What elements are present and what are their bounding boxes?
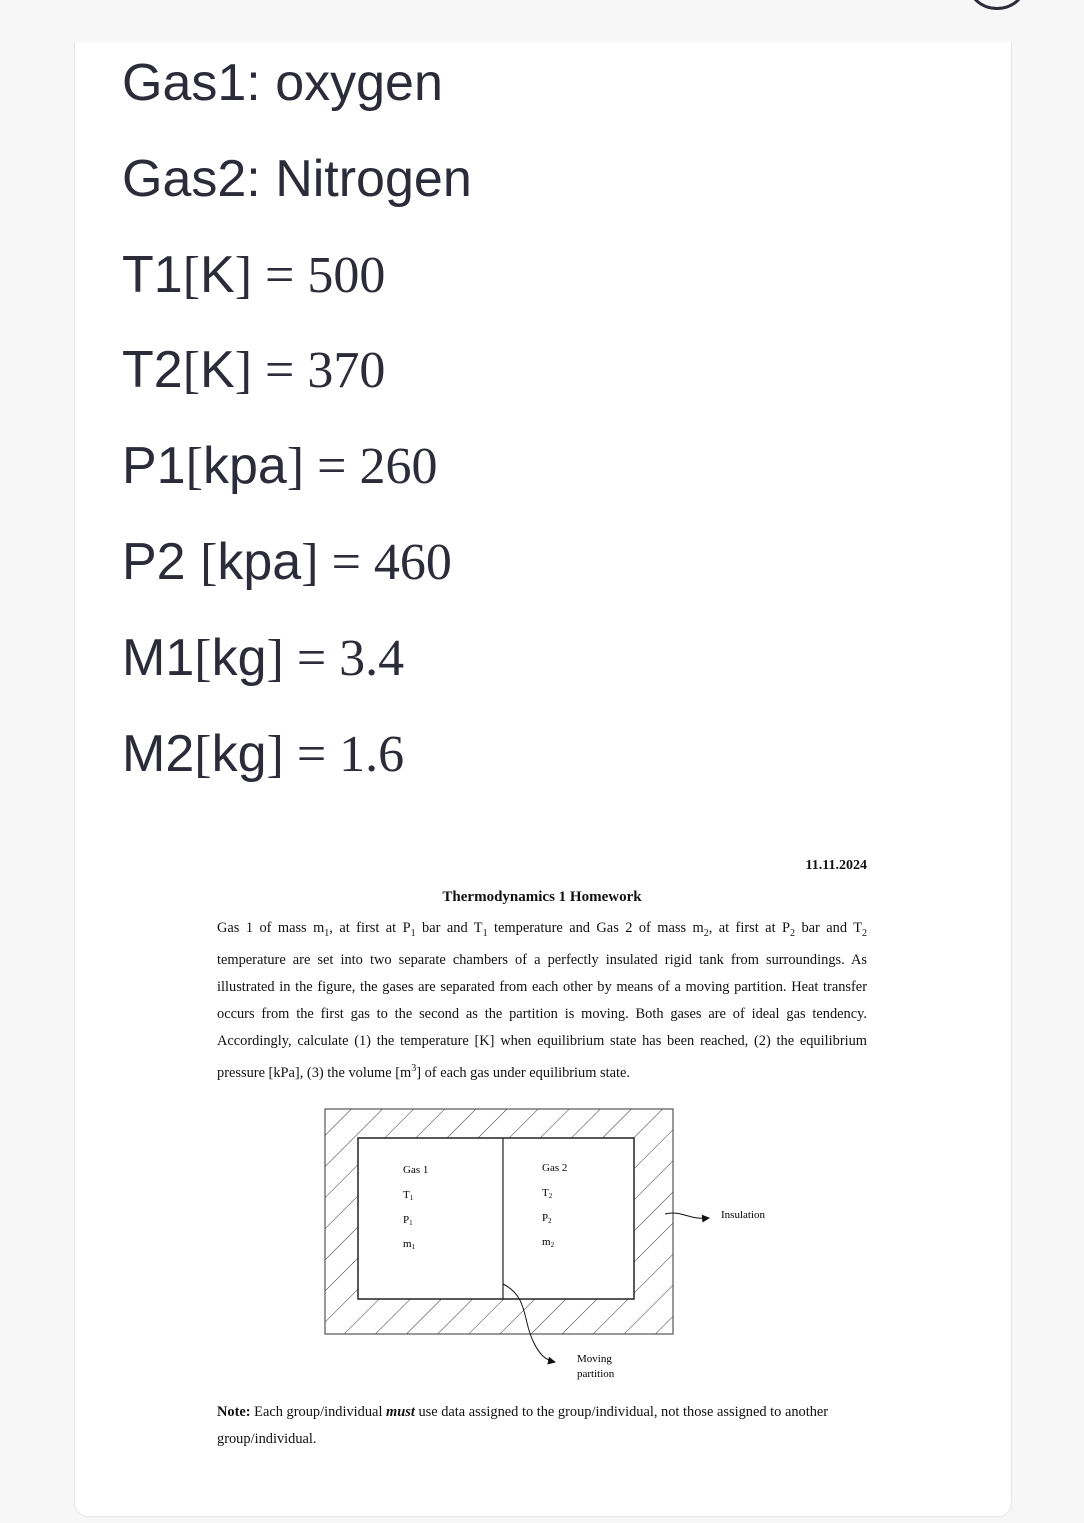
p2-value: 460 (373, 534, 452, 591)
variable-m1: M1[kg] = 3.4 (122, 629, 405, 687)
variable-p2: P2 [kpa] = 460 (122, 533, 452, 591)
partition-label-2: partition (577, 1368, 615, 1380)
homework-title: Thermodynamics 1 Homework (442, 889, 642, 905)
gas1-p: P1 (403, 1214, 413, 1227)
top-circle-button[interactable] (968, 0, 1026, 10)
variable-gas1: Gas1: oxygen (122, 54, 443, 112)
gas1-m: m1 (403, 1238, 416, 1251)
gas2-label: Gas 2 (542, 1162, 568, 1174)
gas2-m: m2 (542, 1236, 555, 1249)
variable-t1: T1[K] = 500 (122, 246, 386, 304)
gas1-label: Gas 1 (403, 1164, 429, 1176)
m2-value: 1.6 (339, 726, 405, 783)
message-card (74, 42, 1012, 1517)
t2-value: 370 (307, 342, 386, 399)
m1-value: 3.4 (339, 630, 405, 687)
gas2-p: P2 (542, 1212, 552, 1225)
partition-label-1: Moving (577, 1353, 612, 1365)
p1-value: 260 (359, 438, 438, 495)
insulation-label: Insulation (721, 1209, 765, 1221)
homework-body: Gas 1 of mass $m_1$, at first at $P_1$ bar and $T_1$ temperature and Gas 2 of mass $m_2$, at first at $P_2$ bar and $T_2$ temperature are set into two separate chambers of a perfectly insulated rigid tank from surroundings. As illustrated in the figure, the gases are separated from each other by means of a moving partition. Heat transfer occurs from the first gas to the second as the partition is moving. Both gases are of ideal gas tendency. Accordingly, calculate (1) the temperature [K] when equilibrium state has been reached, (2) the equilibrium pressure [kPa], (3) the volume $[m^3]$ of each gas under equilibrium state. (217, 920, 868, 1082)
variable-m2: M2[kg] = 1.6 (122, 725, 405, 783)
variable-t2: T2[K] = 370 (122, 341, 386, 399)
tank-diagram (323, 1106, 783, 1386)
homework-date: 11.11.2024 (805, 858, 867, 873)
variable-gas2: Gas2: Nitrogen (122, 150, 472, 208)
inner-chamber (358, 1138, 634, 1299)
gas1-t: T1 (403, 1189, 414, 1202)
gas2-t: T2 (542, 1187, 553, 1200)
homework-note: Note: Each group/individual must use data assigned to the group/individual, not those assigned to another group/individual. (217, 1404, 829, 1447)
variable-p1: P1[kpa] = 260 (122, 437, 438, 495)
t1-value: 500 (307, 247, 386, 304)
